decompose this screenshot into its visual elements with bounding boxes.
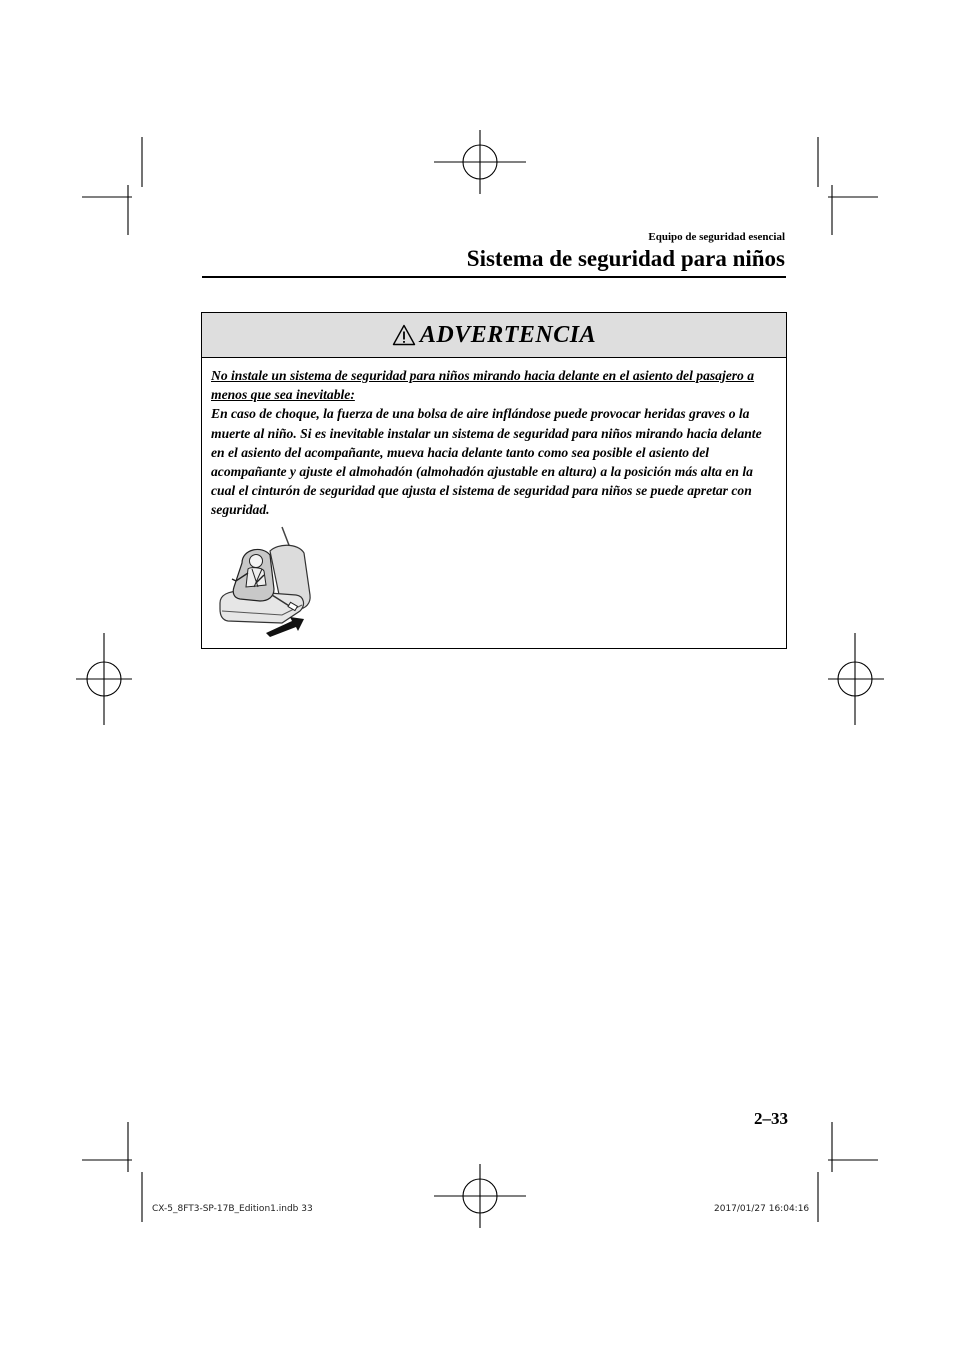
warning-body bbox=[202, 358, 786, 520]
page-number: 2–33 bbox=[754, 1109, 788, 1128]
child-seat-forward-icon bbox=[212, 525, 317, 637]
page-title: Sistema de seguridad para niños bbox=[466, 246, 785, 271]
footer-timestamp: 2017/01/27 16:04:16 bbox=[714, 1204, 810, 1214]
header-divider bbox=[202, 276, 786, 278]
warning-title: ADVERTENCIA bbox=[419, 321, 597, 348]
warning-triangle-icon bbox=[392, 324, 416, 346]
section-name: Equipo de seguridad esencial bbox=[648, 231, 785, 243]
warning-lead: No instale un sistema de seguridad para niños mirando hacia delante en el asiento del pasajero a menos que sea inevitable: bbox=[211, 368, 755, 403]
footer-file-info: CX-5_8FT3-SP-17B_Edition1.indb 33 bbox=[152, 1204, 313, 1214]
page-header bbox=[467, 230, 785, 273]
warning-box bbox=[201, 312, 787, 649]
warning-header bbox=[202, 313, 786, 358]
warning-text: En caso de choque, la fuerza de una bolsa de aire inflándose puede provocar heridas graves o la muerte al niño. Si es inevitable instalar un sistema de seguridad para niños mirando hacia delante en el asiento del acompañante, mueva hacia delante tanto como sea posible el asiento del acompañante y ajuste el almohadón (almohadón ajustable en altura) a la posición más alta en la cual el cinturón de seguridad que ajusta el sistema de seguridad para niños se puede apretar con seguridad. bbox=[211, 406, 762, 518]
